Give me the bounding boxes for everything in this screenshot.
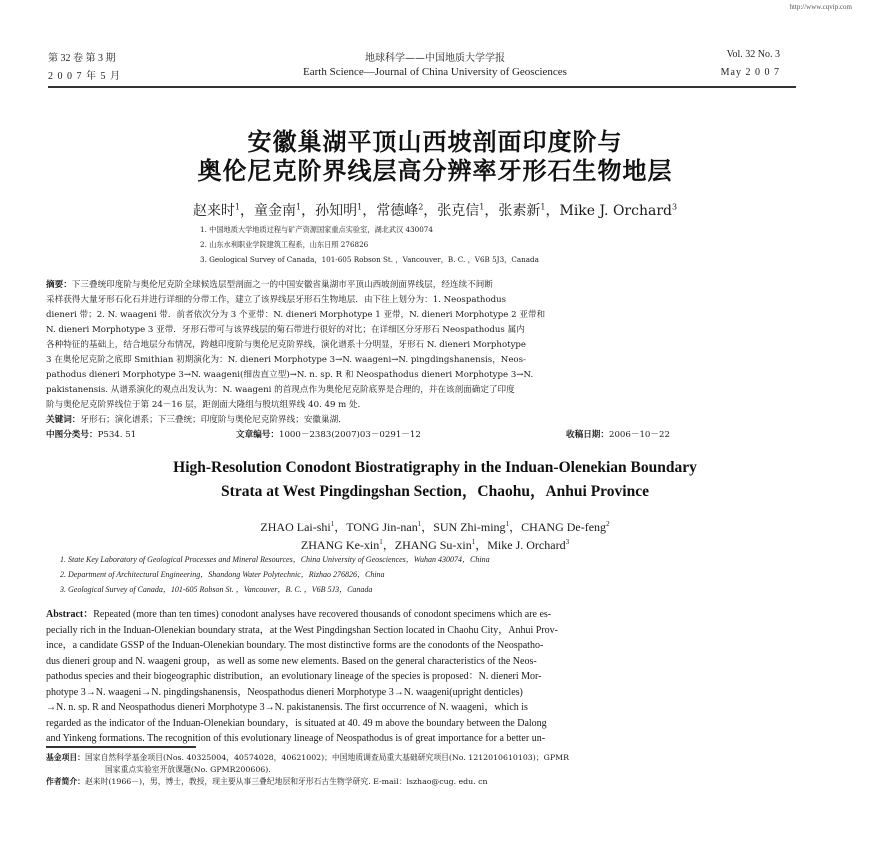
abstract-cn-line: 阶与奥伦尼克阶界线位于第 24－16 层，距剖面大隆组与殷坑组界线 40. 49 m 处．: [46, 400, 367, 410]
author-affiliation-mark: 1: [379, 538, 383, 546]
author-affiliation-mark: 1: [234, 202, 241, 212]
author-affiliation-mark: 1: [471, 538, 476, 546]
abstract-en-line: ince，a candidate GSSP of the Induan-Olenekian boundary. The most distinctive forms are the conodonts of the Neospatho-: [46, 640, 544, 651]
keywords-cn-text: 牙形石；演化谱系；下三叠统；印度阶与奥伦尼克阶界线；安徽巢湖．: [80, 415, 347, 425]
author-name: Mike J. Orchard: [487, 538, 566, 552]
journal-title-en: Earth Science—Journal of China University of Geosciences: [303, 66, 567, 78]
journal-title-cn: 地球科学——中国地质大学学报: [365, 53, 505, 64]
author-name: CHANG De-feng: [521, 520, 607, 534]
author-name: 张克信: [437, 203, 480, 219]
author-affiliation-mark: 3: [565, 538, 570, 546]
author: [193, 203, 240, 219]
bio-label: 作者简介：: [46, 777, 85, 786]
abstract-cn-line: pakistanensis. 从谱系演化的观点出发认为：N. waageni 的首现点作为奥伦尼克阶底界是合理的，并在该剖面确定了印度: [46, 385, 515, 395]
author-name: 孙知明: [315, 203, 358, 219]
header-rule: [48, 86, 796, 88]
author: [498, 203, 545, 219]
author: [433, 520, 509, 534]
author: [395, 538, 476, 552]
affiliation-en-2: 2. Department of Architectural Engineering，Shandong Water Polytechnic，Rizhao 276826，China: [60, 570, 385, 579]
affiliation-en-3: 3. Geological Survey of Canada，101-605 Robson St. ，Vancouver，B. C. ，V6B 5J3，Canada: [60, 585, 373, 594]
abstract-en-line: pecially rich in the Induan-Olenekian boundary strata，at the West Pingdingshan Section located in Chaohu City，Anhui Prov-: [46, 624, 558, 636]
fund-line2: 国家重点实验室开放课题(No. GPMR200606).: [105, 765, 271, 774]
author: [346, 520, 421, 534]
author-name: SUN Zhi-ming: [433, 520, 506, 534]
bio-text: 赵来时(1966－)，男，博士，教授，现主要从事三叠纪地层和牙形石古生物学研究. E-mail：lszhao@cug. edu. cn: [84, 777, 488, 786]
author: [487, 538, 569, 552]
author: [376, 203, 423, 219]
author-bio: [46, 776, 488, 789]
affiliation-cn-2: 2. 山东水利职业学院建筑工程系，山东日照 276826: [200, 240, 369, 249]
author-affiliation-mark: 1: [330, 520, 335, 528]
author: [521, 520, 609, 534]
clc-label: 中图分类号：: [46, 430, 98, 440]
volume-issue-en: Vol. 32 No. 3: [726, 49, 780, 60]
keywords-cn: [46, 413, 813, 428]
abstract-en-line: photype 3→N. waageni→N. pingdingshanensis，Neospathodus dieneri Morphotype 3→N. waageni(upright denticles): [46, 686, 523, 698]
author-name: ZHANG Su-xin: [394, 538, 472, 552]
author-name: 赵来时: [192, 203, 235, 219]
article-number-value: 1000－2383(2007)03－0291－12: [278, 430, 421, 440]
fund-line1: [46, 752, 569, 765]
author: [559, 203, 677, 219]
author-name: 童金南: [254, 203, 297, 219]
author: [260, 520, 334, 534]
title-cn-line2: 奥伦尼克阶界线层高分辨率牙形石生物地层: [197, 157, 673, 185]
author-affiliation-mark: 2: [606, 520, 610, 528]
author-name: Mike J. Orchard: [559, 203, 672, 219]
abstract-cn: [46, 278, 813, 428]
abstract-en-line: dus dieneri group and N. waageni group，as well as some new elements. Based on the general characteristics of the Neos-: [46, 655, 537, 667]
author-name: ZHAO Lai-shi: [260, 520, 331, 534]
volume-issue-cn: 第 32 卷 第 3 期: [48, 53, 116, 64]
author: [437, 203, 484, 219]
author: [315, 203, 362, 219]
author-name: 张素新: [498, 203, 541, 219]
title-en-line2: Strata at West Pingdingshan Section，Chaohu，Anhui Province: [221, 483, 649, 500]
author-name: ZHANG Ke-xin: [300, 538, 380, 552]
abstract-en-line: →N. n. sp. R and Neospathodus dieneri Morphotype 3→N. pakistanensis. The first occurrence of N. waageni，which is: [46, 702, 528, 713]
fund-label: 基金项目：: [46, 753, 85, 762]
title-cn-line1: 安徽巢湖平顶山西坡剖面印度阶与: [247, 128, 623, 156]
author-name: TONG Jin-nan: [346, 520, 418, 534]
authors-en-line1: ZHAO Lai-shi$^1$，TONG Jin-nan$^1$，SUN Zhi-ming$^1$，CHANG De-feng$^2$: [260, 520, 610, 534]
source-url: http://www.cqvip.com: [789, 3, 852, 11]
received-date-label: 收稿日期：: [566, 430, 609, 440]
affiliation-en-1: 1. State Key Laboratory of Geological Processes and Mineral Resources，China University of Geosciences，Wuhan 430074，China: [60, 555, 490, 564]
affiliation-cn-3: 3. Geological Survey of Canada，101-605 Robson St. ，Vancouver，B. C. ，V6B 5J3，Canada: [200, 255, 539, 264]
abstract-cn-line: pathodus dieneri Morphotype 3→N. waageni(细齿直立型)→N. n. sp. R 和 Neospathodus dieneri Morphotype 3→N.: [46, 370, 534, 380]
abstract-cn-label: 摘要：: [46, 280, 72, 290]
abstract-en: [46, 607, 813, 747]
author-affiliation-mark: 2: [418, 202, 424, 212]
abstract-cn-line: 采样获得大量牙形石化石并进行详细的分带工作，建立了该界线层牙形石生物地层．由下往上划分为：1. Neospathodus: [46, 295, 507, 305]
abstract-cn-line: 3 在奥伦尼克阶之底即 Smithian 初期演化为：N. dieneri Morphotype 3→N. waageni→N. pingdingshanensis，Neos-: [46, 355, 526, 365]
authors-cn: 赵来时$^1$，童金南$^1$，孙知明$^1$，常德峰$^2$，张克信$^1$，张素新$^1$，Mike J. Orchard$^3$: [192, 202, 678, 219]
author-affiliation-mark: 1: [479, 202, 485, 212]
author-affiliation-mark: 1: [357, 202, 363, 212]
authors-en-line2: ZHANG Ke-xin$^1$，ZHANG Su-xin$^1$，Mike J. Orchard$^3$: [300, 538, 570, 552]
author: [254, 203, 301, 219]
author-affiliation-mark: 3: [671, 202, 678, 212]
author: [301, 538, 383, 552]
title-en-line1: High-Resolution Conodont Biostratigraphy in the Induan-Olenekian Boundary: [173, 459, 697, 476]
date-en: May 2 0 0 7: [720, 67, 780, 78]
article-number-label: 文章编号：: [236, 430, 279, 440]
abstract-en-line: Abstract：Repeated (more than ten times) conodont analyses have recovered thousands of conodont specimens which are es-: [46, 609, 552, 620]
date-cn: 2 0 0 7 年 5 月: [48, 71, 121, 82]
abstract-en-line: pathodus species and their biogeographic distribution，an evolutionary lineage of the species is proposed：N. dieneri Mor-: [46, 671, 542, 682]
abstract-cn-line: dieneri 带；2. N. waageni 带．前者依次分为 3 个亚带：N. dieneri Morphotype 1 亚带，N. dieneri Morphotype 2 亚带和: [46, 310, 546, 320]
author-affiliation-mark: 1: [296, 202, 302, 212]
author-affiliation-mark: 1: [540, 202, 546, 212]
footnote-rule: [46, 746, 196, 748]
abstract-cn-line: 摘要：下三叠统印度阶与奥伦尼克阶全球候选层型剖面之一的中国安徽省巢湖市平顶山西坡剖面界线层，经连续不间断: [46, 280, 493, 290]
abstract-en-label: Abstract：: [46, 609, 94, 620]
affiliation-cn-1: 1. 中国地质大学地质过程与矿产资源国家重点实验室，湖北武汉 430074: [200, 225, 433, 234]
fund-text: 国家自然科学基金项目(Nos. 40325004，40574028，40621002)；中国地质调查局重大基础研究项目(No. 1212010610103)；GPMR: [84, 753, 569, 762]
author-affiliation-mark: 1: [417, 520, 422, 528]
abstract-cn-line: N. dieneri Morphotype 3 亚带．牙形石带可与该界线层的菊石带进行很好的对比；在详细区分牙形石 Neospathodus 属内: [46, 325, 525, 335]
author-affiliation-mark: 1: [505, 520, 510, 528]
abstract-en-line: and Yinkeng formations. The recognition of this evolutionary lineage of Neospathodus is of great importance for a better un-: [46, 733, 546, 744]
author-name: 常德峰: [376, 203, 419, 219]
abstract-cn-line: 各种特征的基础上，结合地层分布情况，跨越印度阶与奥伦尼克阶界线，演化谱系十分明显，牙形石 N. dieneri Morphotype: [46, 340, 527, 350]
received-date-value: 2006－10－22: [608, 430, 670, 440]
abstract-en-line: regarded as the indicator of the Induan-Olenekian boundary，is situated at 40. 49 m above the boundary between the Dalong: [46, 717, 547, 729]
clc-value: P534. 51: [97, 430, 137, 440]
keywords-cn-label: 关键词：: [46, 415, 81, 425]
